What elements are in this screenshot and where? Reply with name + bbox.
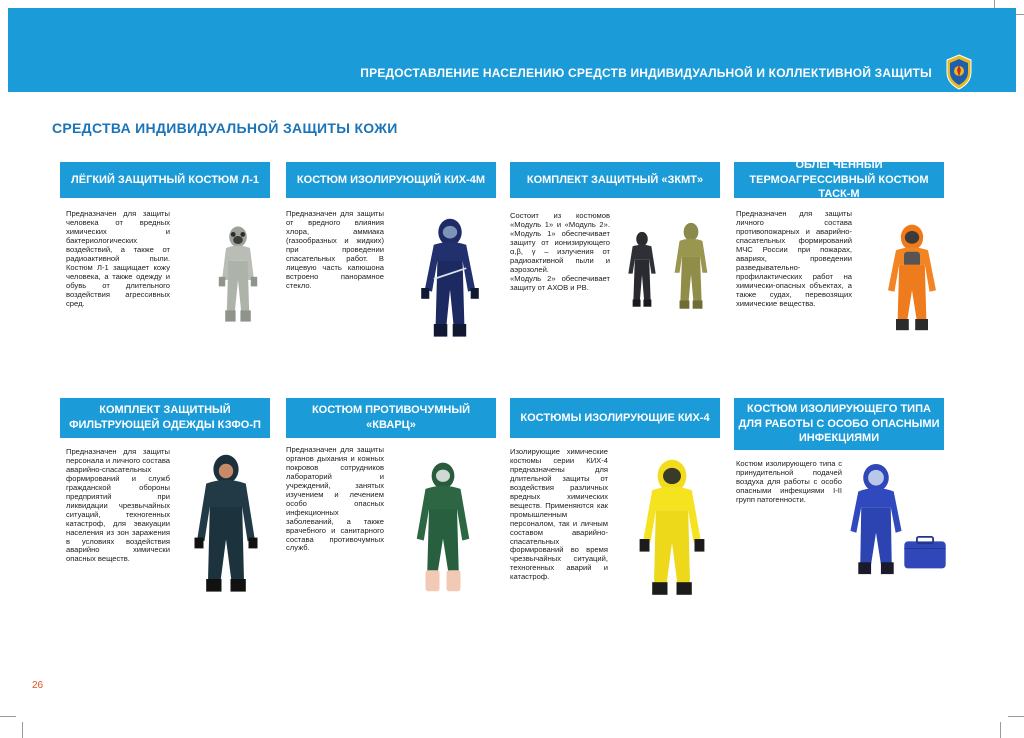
suit-l1-photo — [206, 210, 270, 342]
crop-mark — [22, 722, 23, 738]
card-title-kzfo-p: КОМПЛЕКТ ЗАЩИТНЫЙ ФИЛЬТРУЮЩЕЙ ОДЕЖДЫ КЗФО-П — [60, 398, 270, 438]
suit-zkmt-module2-photo — [670, 222, 712, 312]
card-title-kih-4: КОСТЮМЫ ИЗОЛИРУЮЩИЕ КИХ-4 — [510, 398, 720, 438]
card-title-task-m: ОБЛЕГЧЕННЫЙ ТЕРМОАГРЕССИВНЫЙ КОСТЮМ ТАСК-М — [734, 162, 944, 198]
card-description-task-m: Предназначен для защиты личного состава противопожарных и аварийно-спасательных формирований МЧС России при пожарах, авариях, проведении разведывательно-профилактических работ на химически-опасных объектах, а также судах, перевозящих химические вещества. — [736, 209, 852, 308]
suit-ooi-photo — [846, 462, 906, 580]
card-description-kih-4m: Предназначен для защиты от вредного влияния хлора, аммиака (газообразных и жидких) при проведении спасательных работ. В лицевую часть капюшона встроено панорамное стекло. — [286, 209, 384, 290]
card-description-zkmt: Состоит из костюмов «Модуль 1» и «Модуль 2». «Модуль 1» обеспечивает защиту от ионизирующего α,β, γ – излучения от радиоактивной пыли и аэрозолей. «Модуль 2» обеспечивает защиту от АХОВ и РВ. — [510, 211, 610, 292]
card-title-ooi-suit: КОСТЮМ ИЗОЛИРУЮЩЕГО ТИПА ДЛЯ РАБОТЫ С ОСОБО ОПАСНЫМИ ИНФЕКЦИЯМИ — [734, 398, 944, 450]
page-number: 26 — [32, 680, 44, 691]
card-title-kvarts: КОСТЮМ ПРОТИВОЧУМНЫЙ «КВАРЦ» — [286, 398, 496, 438]
crop-mark — [1008, 716, 1024, 717]
crop-mark — [1000, 722, 1001, 738]
header-title: ПРЕДОСТАВЛЕНИЕ НАСЕЛЕНИЮ СРЕДСТВ ИНДИВИДУАЛЬНОЙ И КОЛЛЕКТИВНОЙ ЗАЩИТЫ — [360, 66, 932, 80]
card-description-l1: Предназначен для защиты человека от вредных химических и бактериологических воздействий, а также от радиоактивной пыли. Костюм Л-1 защищает кожу человека, а также одежду и обувь от длительного воздействия агрессивных сред. — [66, 209, 170, 308]
card-title-kih-4m: КОСТЮМ ИЗОЛИРУЮЩИЙ КИХ-4М — [286, 162, 496, 198]
suit-kih-4m-photo — [414, 206, 486, 352]
emchs-emblem-icon — [944, 54, 974, 90]
card-description-kvarts: Предназначен для защиты органов дыхания и кожных покровов сотрудников лабораторий и учреждений, занятых изучением и лечением особо опасных инфекционных заболеваний, а также врачебного и санитарного состава противочумных служб. — [286, 445, 384, 553]
header-banner — [8, 8, 1016, 92]
suit-kvarts-photo — [408, 448, 478, 612]
card-description-kzfo-p: Предназначен для защиты персонала и личного состава аварийно-спасательных формирований и служб гражданской обороны предприятий при ликвидации чрезвычайных ситуаций, техногенных катастроф, для эвакуации населения из зон заражения в условиях воздействия аварийно химически опасных веществ. — [66, 447, 170, 564]
section-title: СРЕДСТВА ИНДИВИДУАЛЬНОЙ ЗАЩИТЫ КОЖИ — [52, 120, 398, 136]
card-title-l1: ЛЁГКИЙ ЗАЩИТНЫЙ КОСТЮМ Л-1 — [60, 162, 270, 198]
suit-kzfo-p-photo — [190, 444, 262, 606]
card-description-kih-4: Изолирующие химические костюмы серии КИХ-4 предназначены для длительной защиты от воздействия различных вредных химических веществ. Применяются как промышленным персоналом, так и личным составом аварийно-спасательных формирований во время чрезвычайных ситуаций, техногенных аварий и катастроф. — [510, 447, 608, 582]
air-supply-case-photo — [902, 536, 948, 572]
crop-mark — [0, 716, 16, 717]
card-title-zkmt: КОМПЛЕКТ ЗАЩИТНЫЙ «ЗКМТ» — [510, 162, 720, 198]
suit-kih-4-photo — [636, 448, 708, 612]
suit-zkmt-module1-photo — [624, 228, 660, 312]
card-description-ooi-suit: Костюм изолирующего типа с принудительной подачей воздуха для работы с особо опасными инфекциями I-II групп патогенности. — [736, 459, 842, 504]
suit-task-m-photo — [880, 210, 944, 348]
